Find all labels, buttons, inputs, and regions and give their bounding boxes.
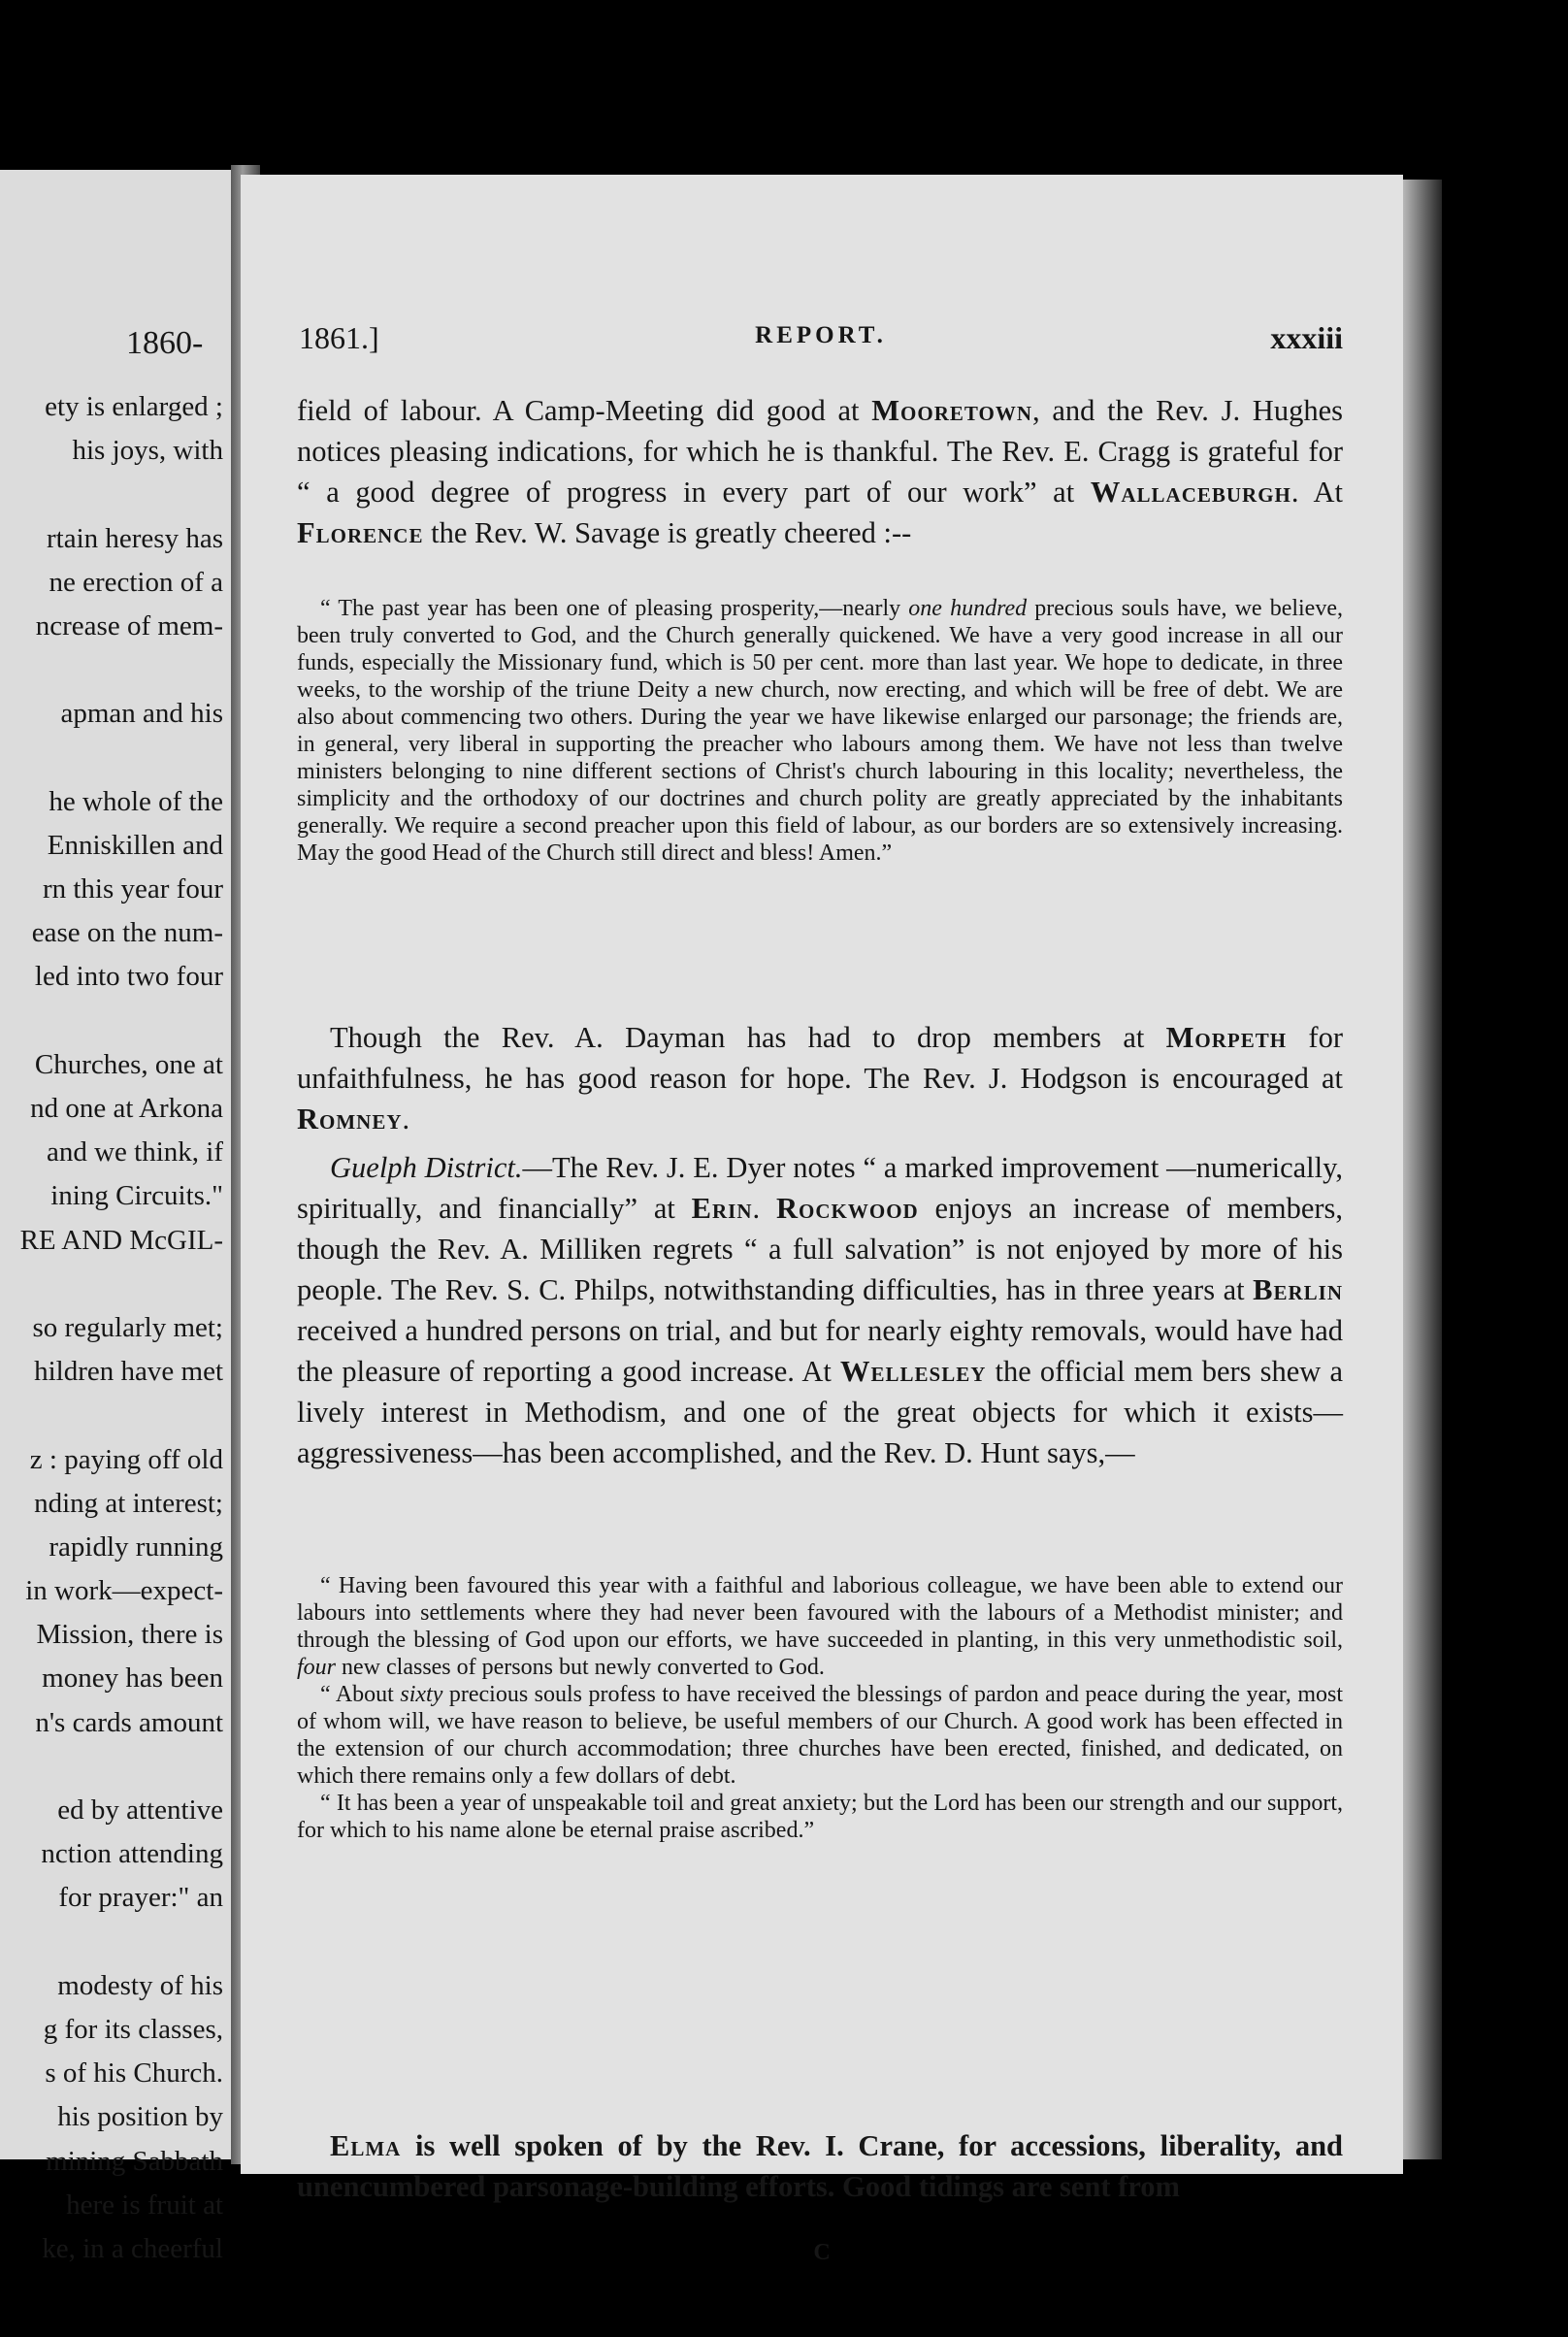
left-page-line: rtain heresy has	[47, 522, 223, 554]
quote-hunt	[297, 1572, 1343, 1844]
left-page-line: led into two four	[34, 961, 223, 993]
left-page-line: his position by	[57, 2101, 223, 2133]
paragraph-florence	[297, 390, 1343, 553]
left-page-line: ne erection of a	[49, 566, 223, 598]
district-heading: Guelph District.	[330, 1151, 523, 1184]
left-page-line: mining Sabbath	[46, 2145, 223, 2177]
quote-text: “ The past year has been one of pleasing prosperity,—nearly one hundred precious souls have, we believe, been truly converted to God, and the Church generally quickened. We have a very good increase in all our funds, especially the Missionary fund, which is 50 per cent. more than last year. We hope to dedicate, in three weeks, to the worship of the triune Deity a new church, now erecting, and which will be free of debt. We are also about commencing two others. During the year we have likewise enlarged our parsonage; the friends are, in general, very liberal in supporting the preacher who labours among them. We have not less than twelve ministers belonging to nine different sections of Christ's church labouring in this locality; nevertheless, the simplicity and the orthodoxy of our doctrines and church polity are greatly appreciated by the inhabitants generally. We require a second preacher upon this field of labour, as our borders are so extensively increasing. May the good Head of the Church still direct and bless! Amen.”	[297, 596, 1343, 866]
left-page-line: z : paying off old	[29, 1443, 223, 1475]
left-page-line: apman and his	[60, 698, 223, 730]
left-page-line: modesty of his	[57, 1969, 223, 2001]
left-page-line: nd one at Arkona	[30, 1093, 223, 1124]
quote-savage	[297, 595, 1343, 867]
quote-text: “ Having been favoured this year with a faithful and laborious colleague, we have been able to extend our labours into settlements where they had never been favoured with the labours of a Methodist minister; and through the blessing of God upon our efforts, we have succeeded in planting, in this very unmethodistic soil, four new classes of persons but newly converted to God.	[297, 1573, 1343, 1680]
left-page-line: n's cards amount	[35, 1706, 223, 1738]
paragraph-guelph-district	[297, 1147, 1343, 1473]
left-page-line: and we think, if	[46, 1136, 223, 1168]
signature-mark: C	[813, 2240, 831, 2265]
place-elma: Elma	[330, 2129, 402, 2162]
paragraph-text: Guelph District.—The Rev. J. E. Dyer notes “ a marked improvement —numerically, spiritually, and financially” at Erin. Rockwood enjoys an increase of members, though the Rev. A. Milliken regrets “ a full salvation” is not enjoyed by more of his people. The Rev. S. C. Philps, notwithstanding difficulties, has in three years at Berlin received a hundred persons on trial, and but for nearly eighty removals, would have had the pleasure of reporting a good increase. At Wellesley the official mem bers shew a lively interest in Methodism, and one of the great objects for which it exists—aggressiveness—has been accomplished, and the Rev. D. Hunt says,—	[297, 1151, 1344, 1469]
left-page-line: ed by attentive	[57, 1794, 223, 1827]
paragraph-text: Elma is well spoken of by the Rev. I. Crane, for accessions, liberality, and unencumbered parsonage-building efforts. Good tidings are sent from	[297, 2129, 1343, 2203]
quote-text: “ It has been a year of unspeakable toil and great anxiety; but the Lord has been our strength and our support, for which to his name alone be eternal praise ascribed.”	[297, 1791, 1343, 1843]
left-page-line: nding at interest;	[34, 1487, 223, 1519]
left-page-line: ety is enlarged ;	[45, 391, 223, 422]
left-page-line: here is fruit at	[66, 2189, 223, 2221]
place-mooretown: Mooretown	[871, 394, 1032, 427]
place-wellesley: Wellesley	[840, 1355, 987, 1388]
left-page-line: rn this year four	[42, 873, 223, 905]
left-page-line: Mission, there is	[36, 1619, 223, 1651]
place-florence: Florence	[297, 516, 424, 549]
left-page-line: s of his Church.	[45, 2057, 223, 2090]
page-edge-shadow	[1403, 180, 1442, 2159]
left-page-fragment	[0, 170, 231, 2264]
paragraph-elma	[297, 2125, 1343, 2207]
header-year: 1861.]	[299, 320, 379, 355]
right-page	[241, 175, 1403, 2265]
place-morpeth: Morpeth	[1165, 1021, 1288, 1054]
quote-text: “ About sixty precious souls profess to have received the blessings of pardon and peace during the year, most of whom will, we have reason to believe, be useful members of our Church. A good work has been effected in the extension of our church accommodation; three churches have been erected, finished, and dedicated, on which there remains only a few dollars of debt.	[297, 1682, 1343, 1789]
left-page-line: money has been	[42, 1662, 223, 1695]
left-page-line: ining Circuits."	[50, 1180, 223, 1212]
header-title: REPORT.	[755, 322, 887, 348]
left-page-line: ncrease of mem-	[35, 609, 223, 642]
left-page-line: Enniskillen and	[47, 829, 223, 861]
running-header	[299, 320, 1343, 359]
left-page-line: his joys, with	[72, 435, 223, 467]
left-page-line: ke, in a cheerful	[42, 2232, 223, 2264]
place-wallaceburgh: Wallaceburgh	[1090, 476, 1291, 509]
left-page-line: nction attending	[41, 1838, 223, 1870]
place-romney: Romney	[297, 1103, 403, 1136]
place-erin: Erin	[691, 1192, 753, 1225]
left-page-header: 1860-	[126, 325, 204, 361]
place-berlin: Berlin	[1253, 1273, 1343, 1306]
page-number: xxxiii	[1270, 320, 1343, 355]
left-page-line: he whole of the	[49, 785, 223, 817]
left-page-line: rapidly running	[49, 1531, 223, 1563]
left-page-line: in work—expect-	[25, 1575, 223, 1607]
left-page-line: hildren have met	[34, 1356, 223, 1388]
paragraph-morpeth	[297, 1017, 1343, 1139]
left-page-line: ease on the num-	[31, 917, 223, 949]
left-page-line: Churches, one at	[34, 1048, 223, 1080]
left-page-line: for prayer:" an	[58, 1882, 223, 1914]
left-page-line: g for its classes,	[43, 2013, 223, 2045]
paragraph-text: field of labour. A Camp-Meeting did good at Mooretown, and the Rev. J. Hughes notices pleasing indications, for which he is thankful. The Rev. E. Cragg is grateful for “ a good degree of progress in every part of our work” at Wallaceburgh. At Florence the Rev. W. Savage is greatly cheered :--	[297, 394, 1343, 549]
place-rockwood: Rockwood	[776, 1192, 919, 1225]
paragraph-text: Though the Rev. A. Dayman has had to drop members at Morpeth for unfaithfulness, he has good reason for hope. The Rev. J. Hodgson is encouraged at Romney.	[297, 1021, 1343, 1136]
left-page-line: so regularly met;	[32, 1311, 223, 1343]
left-page-line: RE AND McGIL-	[19, 1224, 223, 1256]
